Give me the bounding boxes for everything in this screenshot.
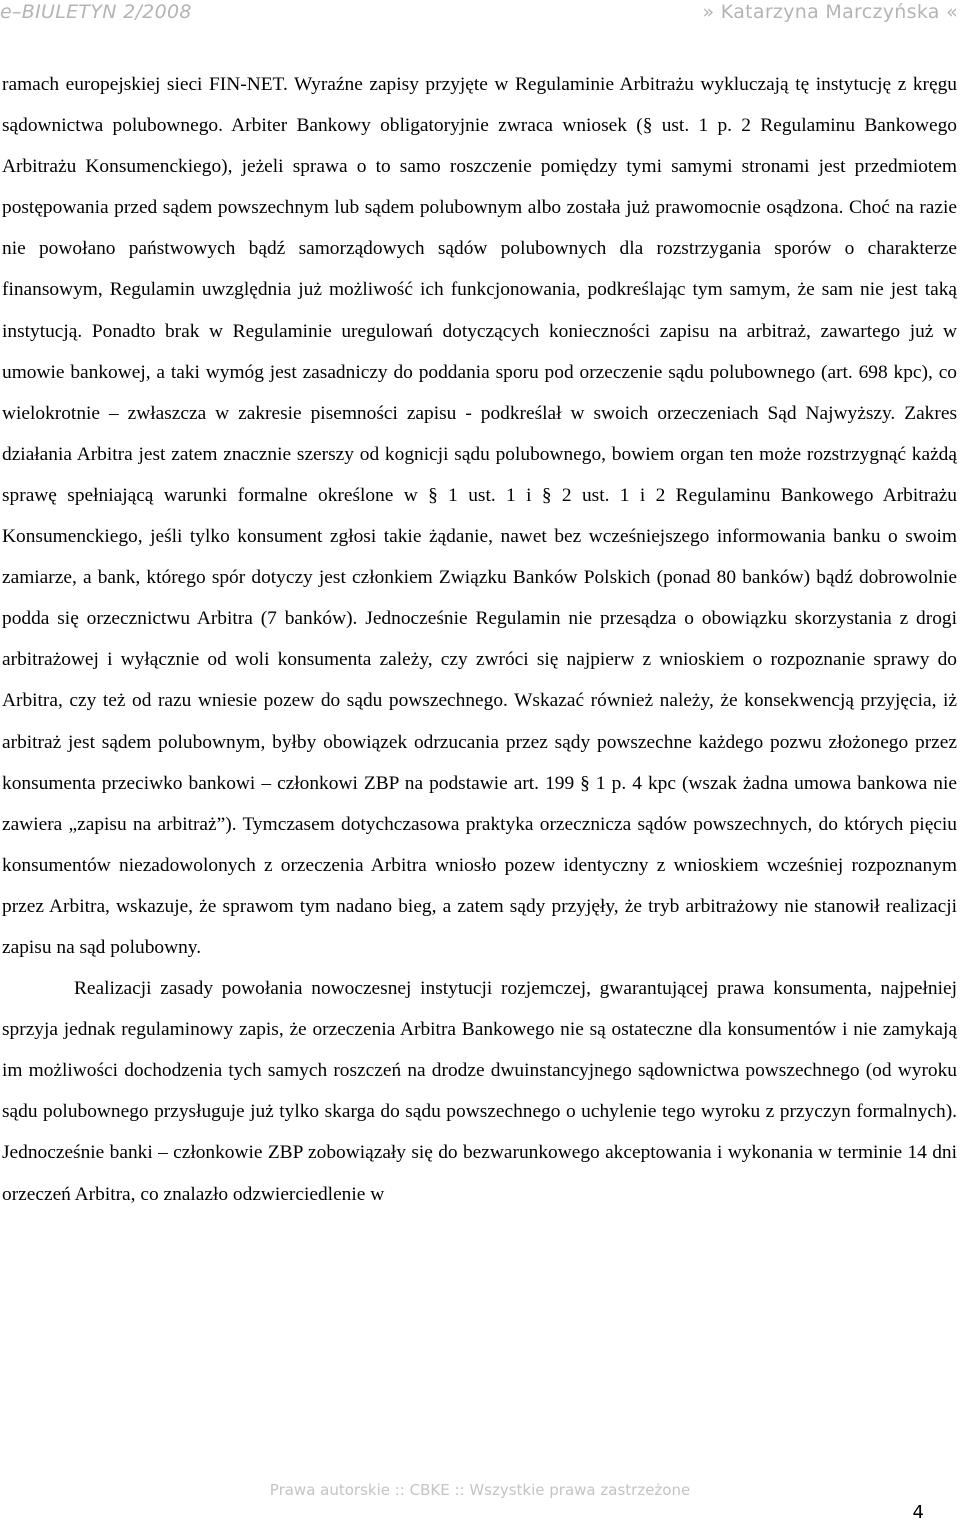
page-number: 4 bbox=[912, 1502, 924, 1523]
bulletin-title: e–BIULETYN 2/2008 bbox=[0, 1, 192, 23]
article-body bbox=[2, 64, 957, 1215]
page-header bbox=[0, 0, 960, 24]
paragraph-realizacji: Realizacji zasady powołania nowoczesnej instytucji rozjemczej, gwarantującej prawa konsumenta, najpełniej sprzyja jednak regulaminowy zapis, że orzeczenia Arbitra Bankowego nie są ostateczne dla konsumentów i nie zamykają im możliwości dochodzenia tych samych roszczeń na drodze dwuinstancyjnego sądownictwa powszechnego (od wyroku sądu polubownego przysługuje już tylko skarga do sądu powszechnego o uchylenie tego wyroku z przyczyn formalnych). Jednocześnie banki – członkowie ZBP zobowiązały się do bezwarunkowego akceptowania i wykonania w terminie 14 dni orzeczeń Arbitra, co znalazło odzwierciedlenie w bbox=[2, 978, 957, 1205]
paragraph-continuation: ramach europejskiej sieci FIN-NET. Wyraźne zapisy przyjęte w Regulaminie Arbitrażu wykluczają tę instytucję z kręgu sądownictwa polubownego. Arbiter Bankowy obligatoryjnie zwraca wniosek (§ ust. 1 p. 2 Regulaminu Bankowego Arbitrażu Konsumenckiego), jeżeli sprawa o to samo roszczenie pomiędzy tymi samymi stronami jest przedmiotem postępowania przed sądem powszechnym lub sądem polubownym albo została już prawomocnie osądzona. Choć na razie nie powołano państwowych bądź samorządowych sądów polubownych dla rozstrzygania sporów o charakterze finansowym, Regulamin uwzględnia już możliwość ich funkcjonowania, podkreślając tym samym, że sam nie jest taką instytucją. Ponadto brak w Regulaminie uregulowań dotyczących konieczności zapisu na arbitraż, zawartego już w umowie bankowej, a taki wymóg jest zasadniczy do poddania sporu pod orzeczenie sądu polubownego (art. 698 kpc), co wielokrotnie – zwłaszcza w zakresie pisemności zapisu - podkreślał w swoich orzeczeniach Sąd Najwyższy. Zakres działania Arbitra jest zatem znacznie szerszy od kognicji sądu polubownego, bowiem organ ten może rozstrzygnąć każdą sprawę spełniającą warunki formalne określone w § 1 ust. 1 i § 2 ust. 1 i 2 Regulaminu Bankowego Arbitrażu Konsumenckiego, jeśli tylko konsument zgłosi takie żądanie, nawet bez wcześniejszego informowania banku o swoim zamiarze, a bank, którego spór dotyczy jest członkiem Związku Banków Polskich (ponad 80 banków) bądź dobrowolnie podda się orzecznictwu Arbitra (7 banków). Jednocześnie Regulamin nie przesądza o obowiązku skorzystania z drogi arbitrażowej i wyłącznie od woli konsumenta zależy, czy zwróci się najpierw z wnioskiem o rozpoznanie sprawy do Arbitra, czy też od razu wniesie pozew do sądu powszechnego. Wskazać również należy, że konsekwencją przyjęcia, iż arbitraż jest sądem polubownym, byłby obowiązek odrzucania przez sądy powszechne każdego pozwu złożonego przez konsumenta przeciwko bankowi – członkowi ZBP na podstawie art. 199 § 1 p. 4 kpc (wszak żadna umowa bankowa nie zawiera „zapisu na arbitraż”). Tymczasem dotychczasowa praktyka orzecznicza sądów powszechnych, do których pięciu konsumentów niezadowolonych z orzeczenia Arbitra wniosło pozew identyczny z wnioskiem wcześniej rozpoznanym przez Arbitra, wskazuje, że sprawom tym nadano bieg, a zatem sądy przyjęły, że tryb arbitrażowy nie stanowił realizacji zapisu na sąd polubowny. bbox=[2, 74, 957, 958]
copyright-footer: Prawa autorskie :: CBKE :: Wszystkie prawa zastrzeżone bbox=[269, 1481, 691, 1499]
author-name: » Katarzyna Marczyńska « bbox=[702, 1, 958, 23]
